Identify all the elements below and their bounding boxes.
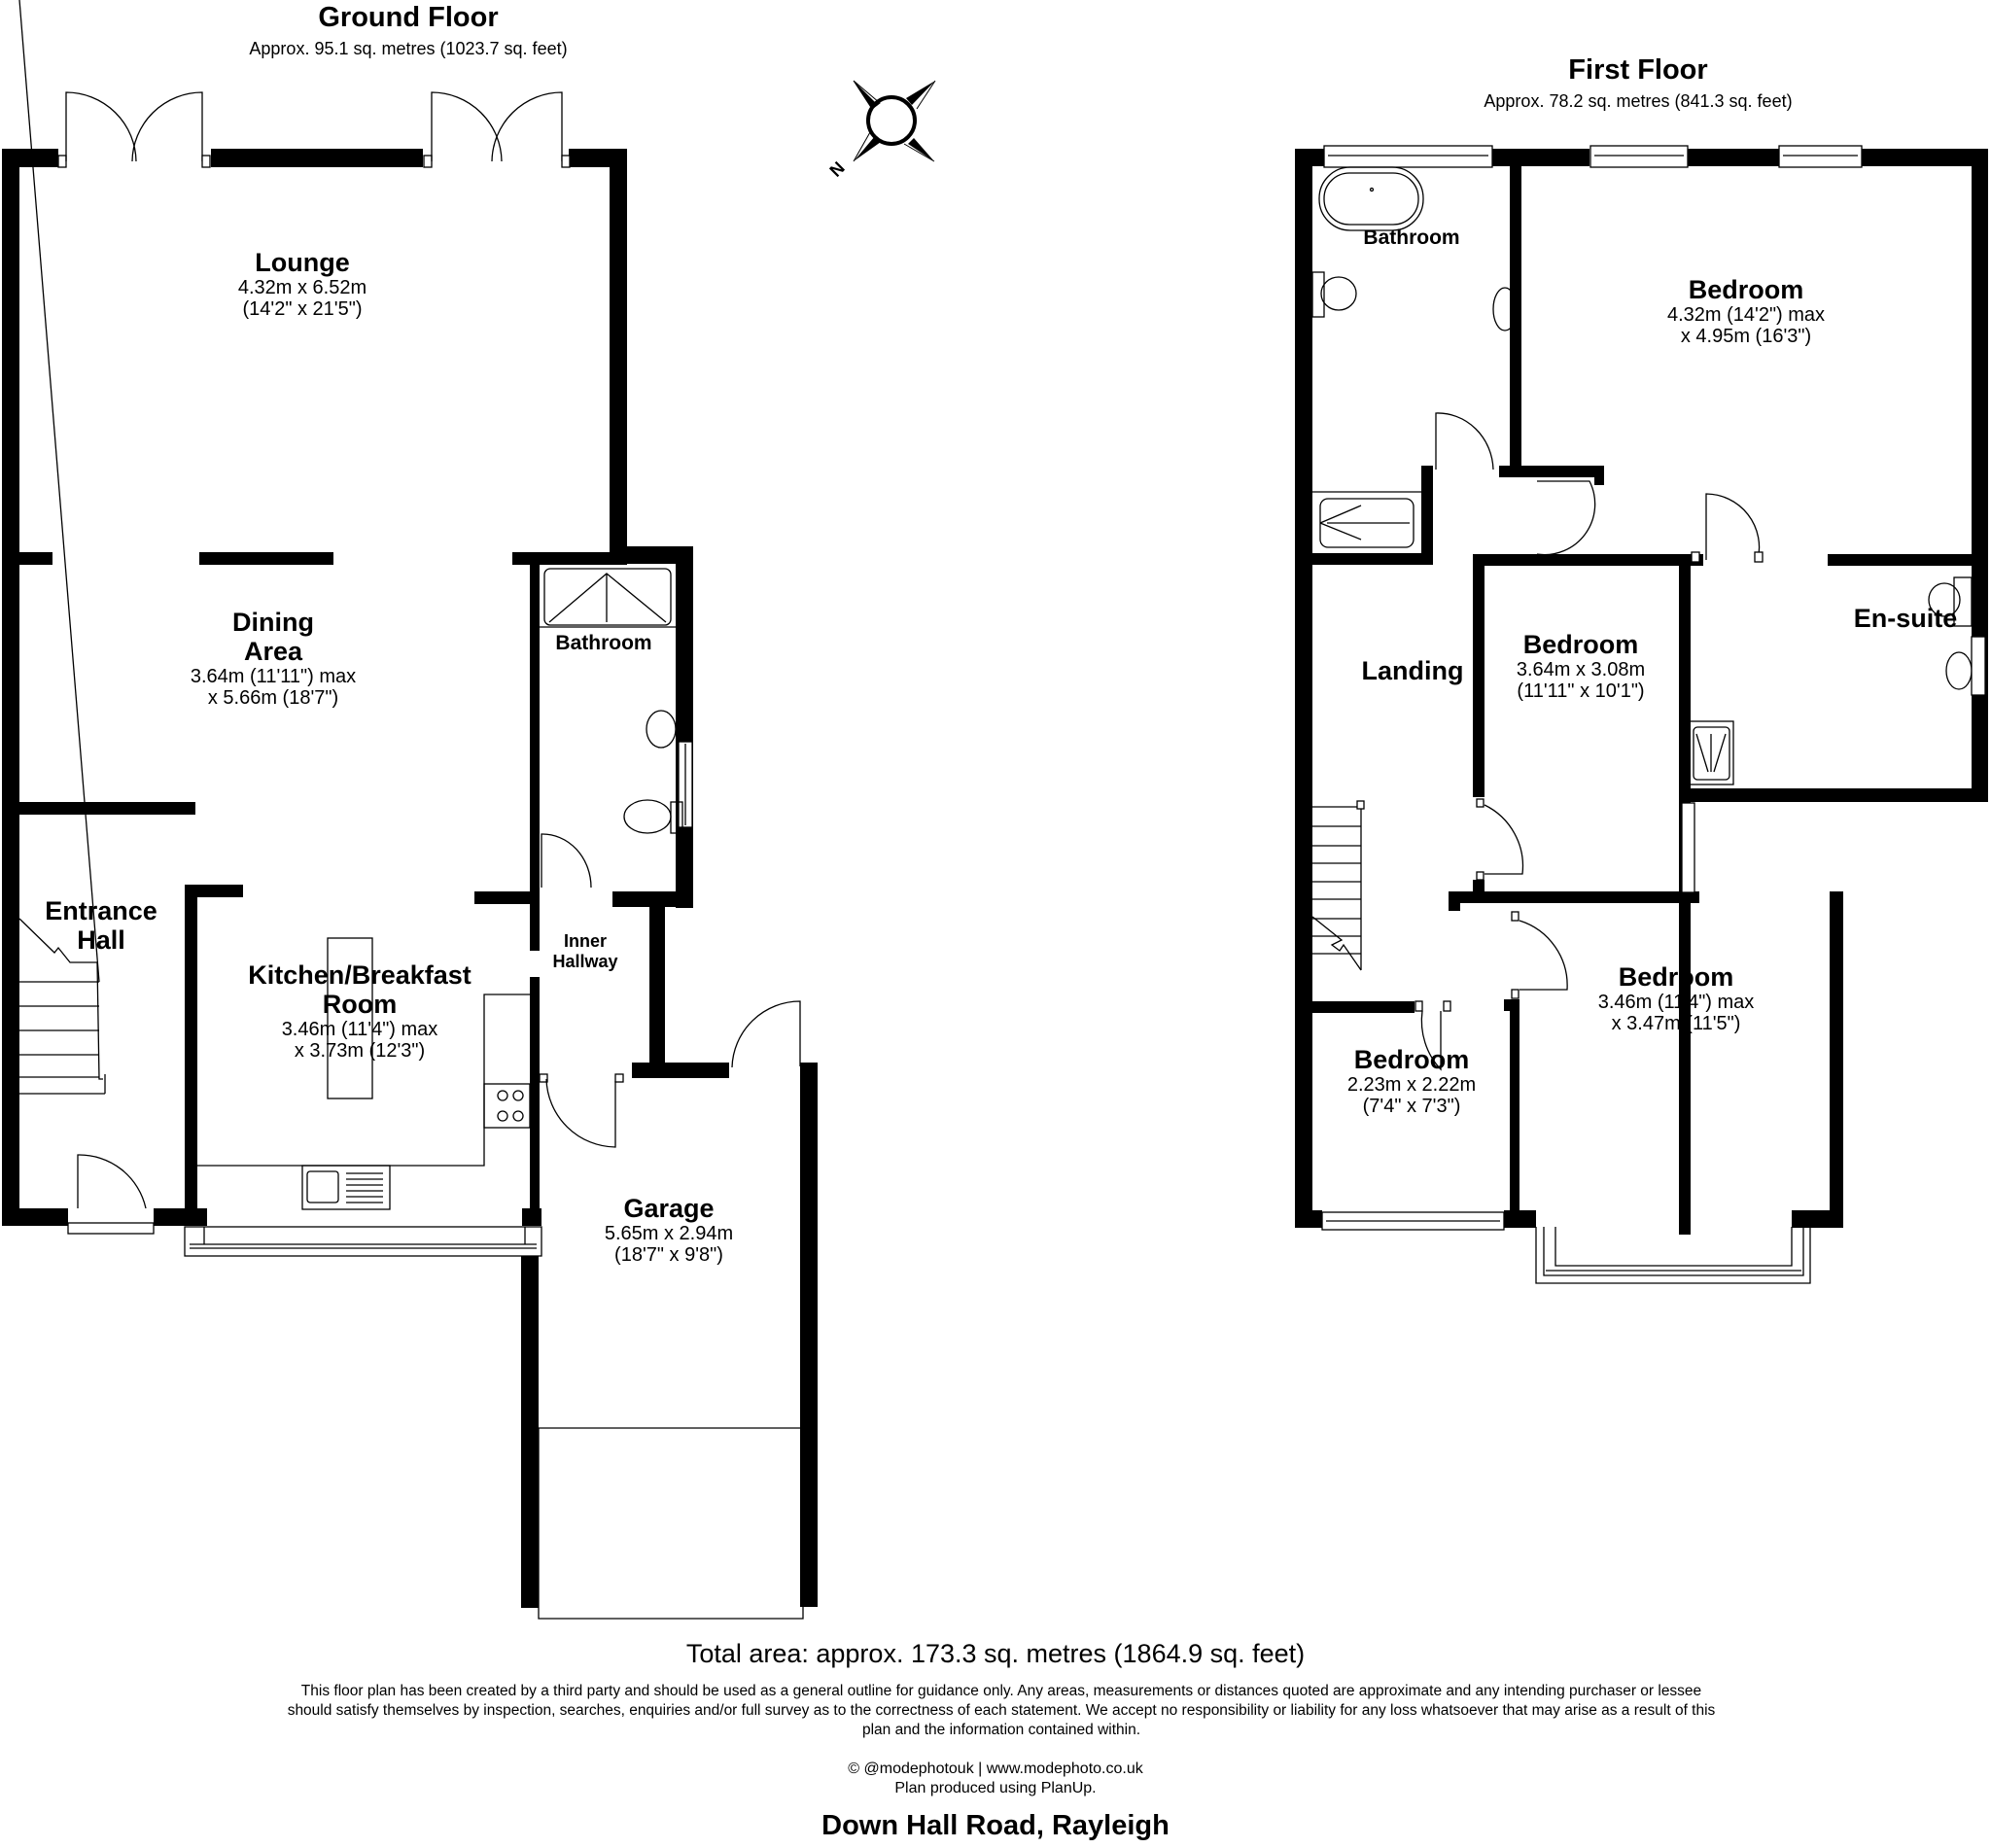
room-kitchen-breakfast xyxy=(248,960,472,1062)
room-dimensions: 3.46m (11'4") max xyxy=(281,1019,438,1040)
credit-line-1: © @modephotouk | www.modephoto.co.uk xyxy=(848,1761,1143,1777)
room-garage xyxy=(605,1194,733,1266)
credit-line-2: Plan produced using PlanUp. xyxy=(894,1780,1097,1796)
room-name: Bathroom xyxy=(555,632,652,654)
room-ground-bathroom xyxy=(555,632,651,654)
ground-floor-walls xyxy=(2,149,818,1608)
property-address: Down Hall Road, Rayleigh xyxy=(821,1810,1170,1841)
ground-floor-title: Ground Floor xyxy=(318,2,499,33)
room-name: Bedroom xyxy=(1522,630,1639,659)
disclaimer-line-2: should satisfy themselves by inspection, searches, enquiries and/or full survey as to the correctness of each statement. We accept no responsibility or liability for any loss whatsoever that may arise as a result of this xyxy=(287,1702,1716,1719)
room-dimensions-2: x 5.66m (18'7") xyxy=(207,687,339,709)
credits xyxy=(0,1760,1991,1798)
room-name: Landing xyxy=(1361,656,1464,685)
disclaimer-line-1: This floor plan has been created by a third party and should be used as a general outline for guidance only. Any areas, measurements or distances quoted are approximate and any intending purchaser or lessee xyxy=(300,1683,1702,1699)
room-name: Lounge xyxy=(255,248,350,277)
room-dimensions: 3.46m (11'4") max xyxy=(1597,992,1755,1013)
room-lounge xyxy=(238,248,367,320)
room-bedroom-4 xyxy=(1347,1045,1476,1117)
room-dimensions: 4.32m (14'2") max xyxy=(1666,304,1826,326)
first-floor-area: Approx. 78.2 sq. metres (841.3 sq. feet) xyxy=(1484,91,1793,111)
room-dimensions-2: x 3.73m (12'3") xyxy=(294,1040,426,1062)
room-name: Bedroom xyxy=(1353,1045,1470,1074)
room-dimensions-imperial: (11'11" x 10'1") xyxy=(1517,680,1645,702)
room-name-line2: Room xyxy=(322,990,398,1019)
room-name: Inner xyxy=(563,931,608,951)
room-dimensions-imperial: (7'4" x 7'3") xyxy=(1362,1096,1461,1117)
ground-floor-area: Approx. 95.1 sq. metres (1023.7 sq. feet) xyxy=(249,39,568,58)
room-name: Kitchen/Breakfast xyxy=(248,960,472,990)
compass-icon xyxy=(854,81,935,161)
compass-north-label: N xyxy=(825,157,849,181)
room-name-line2: Hallway xyxy=(552,952,618,971)
room-dimensions: 4.32m x 6.52m xyxy=(237,277,367,298)
room-dimensions: 3.64m x 3.08m xyxy=(1516,659,1646,680)
disclaimer xyxy=(175,1682,1828,1740)
room-bedroom-main xyxy=(1667,275,1825,347)
room-entrance-hall xyxy=(45,896,157,955)
room-name: Entrance xyxy=(45,896,157,925)
room-dimensions-imperial: (18'7" x 9'8") xyxy=(614,1244,723,1266)
total-area: Total area: approx. 173.3 sq. metres (1864.9 sq. feet) xyxy=(685,1639,1306,1668)
room-name: En-suite xyxy=(1853,604,1958,633)
room-first-bathroom xyxy=(1363,227,1459,249)
room-bedroom-3 xyxy=(1598,962,1755,1034)
first-floor-stairs xyxy=(1312,801,1364,970)
disclaimer-line-3: plan and the information contained within. xyxy=(861,1722,1141,1738)
room-dining-area xyxy=(191,608,356,709)
room-landing xyxy=(1362,656,1464,685)
room-dimensions-2: x 3.47m (11'5") xyxy=(1611,1013,1741,1034)
room-dimensions: 3.64m (11'11") max xyxy=(190,666,357,687)
room-name: Dining xyxy=(232,608,314,637)
first-floor-title: First Floor xyxy=(1568,54,1708,86)
room-bedroom-2 xyxy=(1517,630,1645,702)
room-dimensions-imperial: (14'2" x 21'5") xyxy=(242,298,363,320)
room-en-suite xyxy=(1854,604,1958,633)
room-dimensions: 5.65m x 2.94m xyxy=(604,1223,734,1244)
room-name: Bedroom xyxy=(1618,962,1734,992)
room-name-line2: Hall xyxy=(77,925,125,955)
room-name: Bathroom xyxy=(1363,227,1460,249)
room-dimensions: 2.23m x 2.22m xyxy=(1346,1074,1477,1096)
room-inner-hallway xyxy=(552,931,617,972)
room-name: Garage xyxy=(623,1194,715,1223)
room-name-line2: Area xyxy=(243,637,303,666)
room-dimensions-2: x 4.95m (16'3") xyxy=(1680,326,1812,347)
room-name: Bedroom xyxy=(1688,275,1804,304)
